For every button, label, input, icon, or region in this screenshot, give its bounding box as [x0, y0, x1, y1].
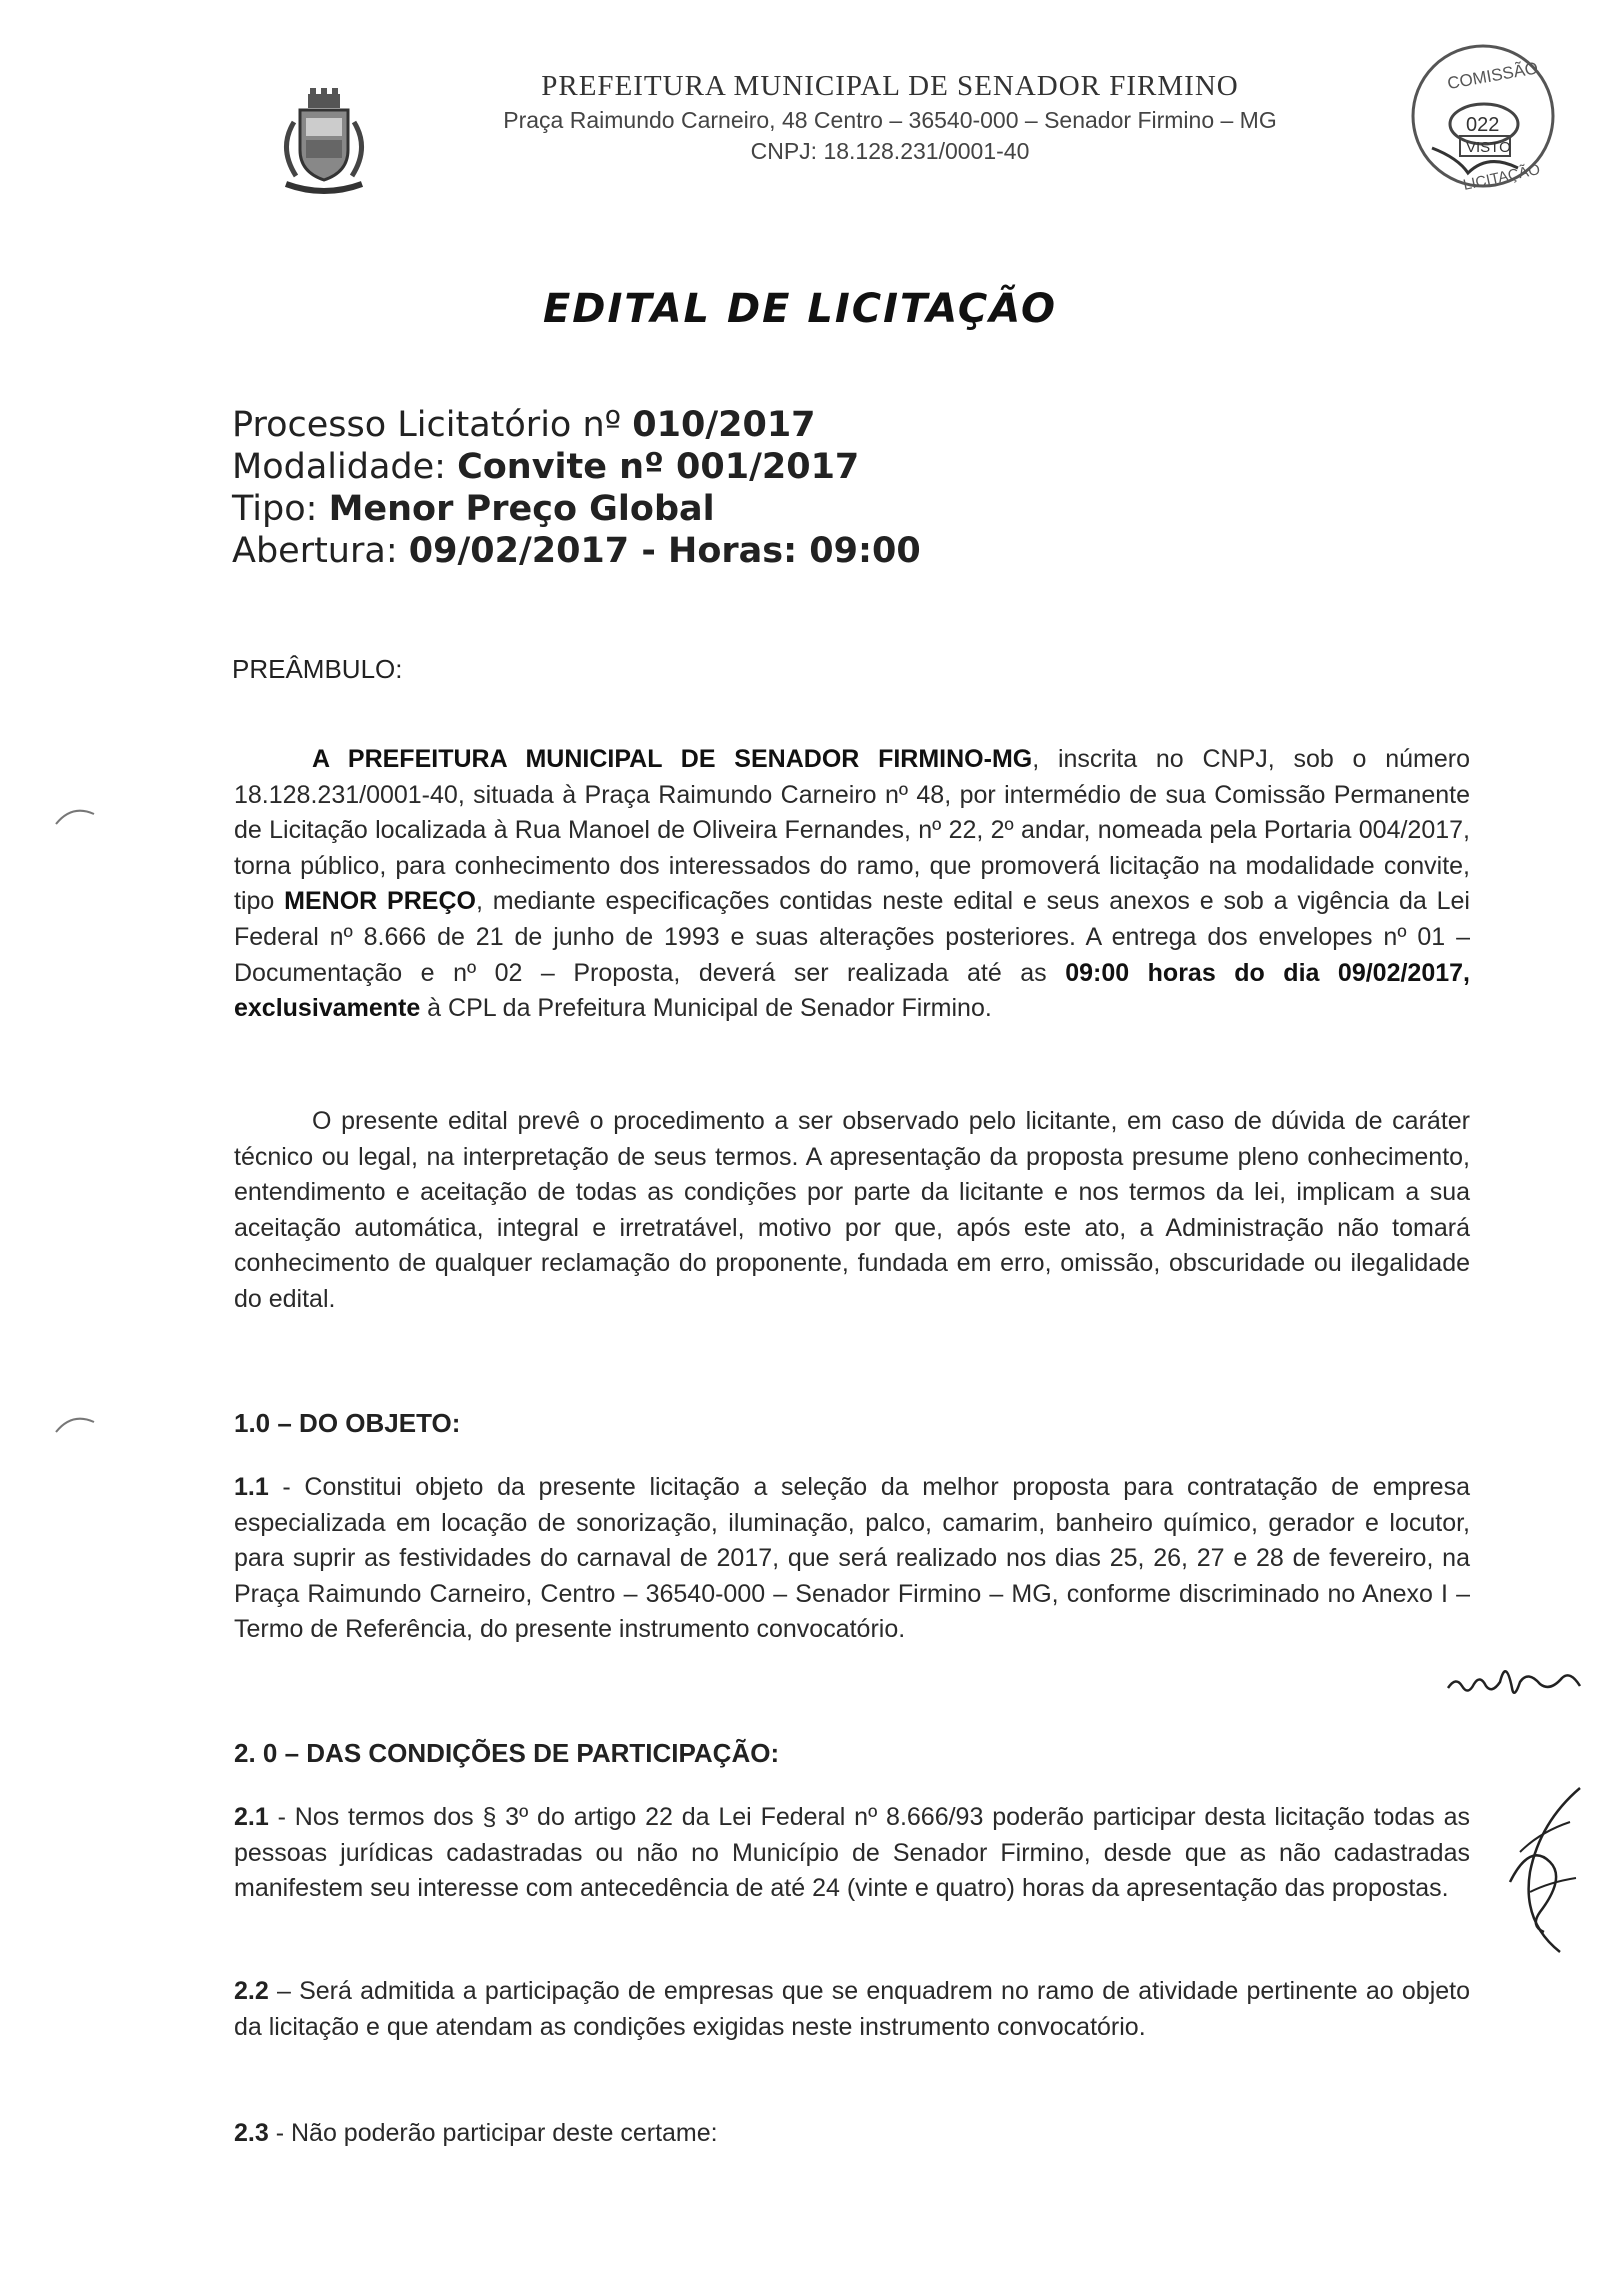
svg-text:COMISSÃO: COMISSÃO	[1445, 58, 1540, 94]
commission-stamp	[1408, 28, 1558, 203]
document-title: EDITAL DE LICITAÇÃO	[542, 286, 1057, 332]
institution-name: PREFEITURA MUNICIPAL DE SENADOR FIRMINO	[541, 70, 1239, 102]
margin-mark	[52, 800, 98, 830]
handwritten-initials	[1440, 1648, 1590, 1708]
svg-text:LICITAÇÃO: LICITAÇÃO	[1461, 161, 1542, 194]
section-2-3: 2.3 - Não poderão participar deste certame:	[234, 2119, 718, 2147]
letterhead	[390, 70, 1390, 165]
section-1-1: 1.1 - Constitui objeto da presente licitação a seleção da melhor proposta para contratação de empresa especializada em locação de sonorização, iluminação, palco, camarim, banheiro químico, gerador e locutor, para suprir as festividades do carnaval de 2017, que será realizado nos dias 25, 26, 27 e 28 de fevereiro, na Praça Raimundo Carneiro, Centro – 36540-000 – Senador Firmino – MG, conforme discriminado no Anexo I – Termo de Referência, do presente instrumento convocatório.	[234, 1473, 1470, 1644]
svg-text:VISTO: VISTO	[1466, 139, 1511, 156]
section-2-1: 2.1 - Nos termos dos § 3º do artigo 22 da Lei Federal nº 8.666/93 poderão participar desta licitação todas as pessoas jurídicas cadastradas ou não no Município de Senador Firmino, desde que as não cadastradas manifestem seu interesse com antecedência de até 24 (vinte e quatro) horas da apresentação das propostas.	[234, 1803, 1470, 1903]
preamble-label: PREÂMBULO:	[232, 654, 403, 684]
section-1-heading: 1.0 – DO OBJETO:	[234, 1408, 461, 1438]
process-info	[232, 404, 921, 572]
institution-address: Praça Raimundo Carneiro, 48 Centro – 36540-000 – Senador Firmino – MG	[503, 107, 1277, 133]
section-2-2: 2.2 – Será admitida a participação de empresas que se enquadrem no ramo de atividade pertinente ao objeto da licitação e que atendam as condições exigidas neste instrumento convocatório.	[234, 1977, 1470, 2041]
svg-text:022: 022	[1466, 114, 1500, 136]
margin-mark	[52, 1408, 98, 1438]
process-modality: Modalidade: Convite nº 001/2017	[232, 447, 860, 487]
process-opening: Abertura: 09/02/2017 - Horas: 09:00	[232, 531, 921, 571]
section-2-heading: 2. 0 – DAS CONDIÇÕES DE PARTICIPAÇÃO:	[234, 1738, 780, 1768]
handwritten-signature	[1500, 1782, 1590, 1962]
preamble-paragraph-2: O presente edital prevê o procedimento a ser observado pelo licitante, em caso de dúvida de caráter técnico ou legal, na interpretação de seus termos. A apresentação da proposta presume pleno conhecimento, entendimento e aceitação de todas as condições por parte da licitante e nos termos da lei, implicam a sua aceitação automática, integral e irretratável, motivo por que, após este ato, a Administração não tomará conhecimento de qualquer reclamação do proponente, fundada em erro, omissão, obscuridade ou ilegalidade do edital.	[234, 1107, 1470, 1313]
preamble-paragraph-1: A PREFEITURA MUNICIPAL DE SENADOR FIRMINO-MG, inscrita no CNPJ, sob o número 18.128.231/0001-40, situada à Praça Raimundo Carneiro nº 48, por intermédio de sua Comissão Permanente de Licitação localizada à Rua Manoel de Oliveira Fernandes, nº 22, 2º andar, nomeada pela Portaria 004/2017, torna público, para conhecimento dos interessados do ramo, que promoverá licitação na modalidade convite, tipo MENOR PREÇO, mediante especificações contidas neste edital e seus anexos e sob a vigência da Lei Federal nº 8.666 de 21 de junho de 1993 e suas alterações posteriores. A entrega dos envelopes nº 01 – Documentação e nº 02 – Proposta, deverá ser realizada até as 09:00 horas do dia 09/02/2017, exclusivamente à CPL da Prefeitura Municipal de Senador Firmino.	[234, 745, 1470, 1023]
process-type: Tipo: Menor Preço Global	[232, 489, 715, 529]
municipal-crest-logo	[272, 88, 376, 196]
process-number: Processo Licitatório nº 010/2017	[232, 405, 816, 445]
institution-cnpj: CNPJ: 18.128.231/0001-40	[750, 138, 1030, 164]
